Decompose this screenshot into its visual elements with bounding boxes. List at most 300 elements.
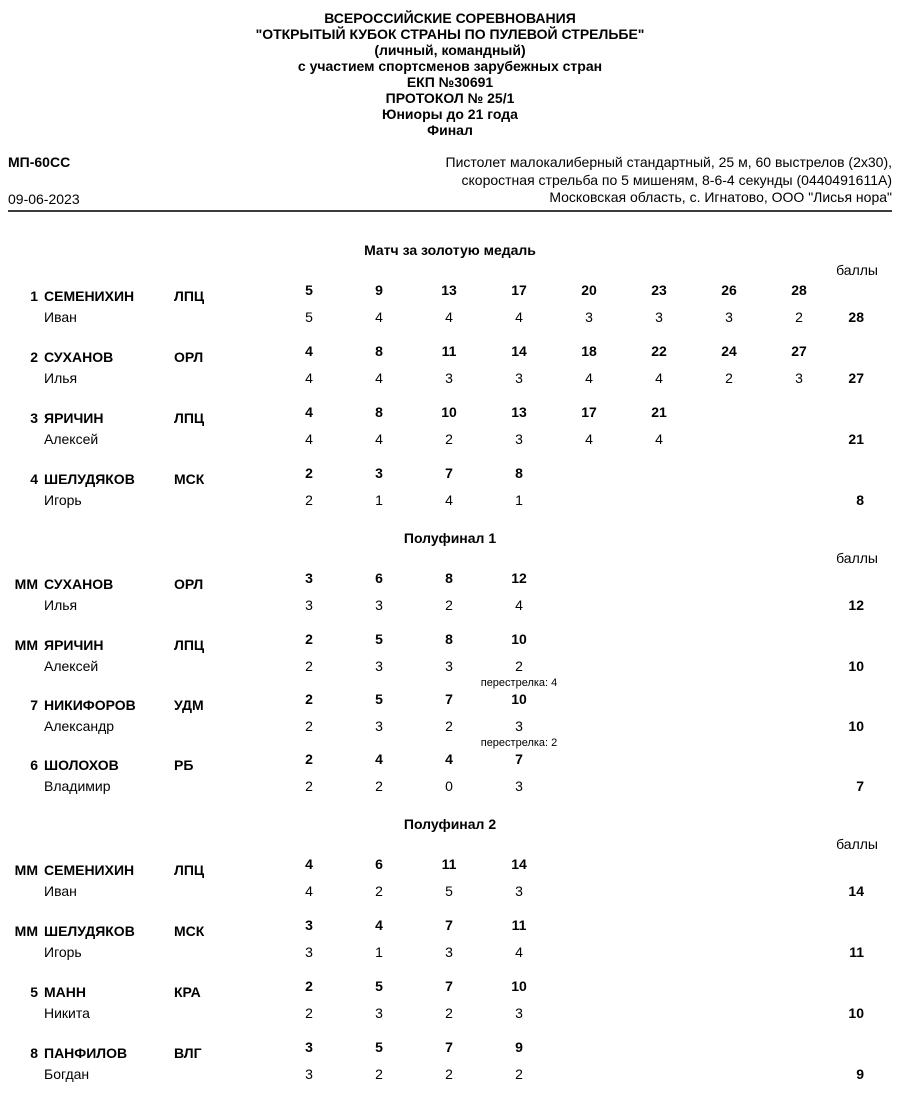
series-score-cell (554, 595, 624, 616)
surname-cell: ПАНФИЛОВ (44, 1044, 128, 1061)
cumulative-score-cell (764, 629, 834, 650)
total-score-cell: 10 (848, 717, 864, 734)
series-score-cell (624, 1003, 694, 1024)
series-score-cell: 1 (515, 491, 523, 508)
club-cell: ЛПЦ (174, 636, 205, 653)
score-column-label: баллы (836, 835, 878, 852)
cumulative-score-cell: 22 (651, 342, 667, 359)
series-score-cell: 3 (375, 596, 383, 613)
header-line: ЕКП №30691 (406, 74, 494, 90)
series-score-cell (694, 1064, 764, 1085)
cumulative-score-cell: 9 (375, 281, 383, 298)
series-score-cell: 3 (585, 308, 593, 325)
spacer-cell (8, 595, 44, 616)
total-score-cell: 28 (848, 308, 864, 325)
series-score-cell (554, 1064, 624, 1085)
cumulative-score-cell (694, 915, 764, 936)
rank-cell: 4 (30, 470, 38, 487)
series-score-cell: 2 (445, 1004, 453, 1021)
club-cell: ОРЛ (174, 348, 204, 365)
cumulative-score-cell (764, 463, 834, 484)
cumulative-score-cell (694, 629, 764, 650)
first-name-cell: Алексей (44, 430, 99, 447)
athlete-row (8, 281, 892, 328)
cumulative-score-cell: 2 (305, 464, 313, 481)
series-score-cell: 3 (375, 1004, 383, 1021)
spacer-cell (8, 1003, 44, 1024)
cumulative-score-cell: 3 (305, 1038, 313, 1055)
athlete-row (8, 464, 892, 511)
cumulative-score-cell: 7 (445, 916, 453, 933)
cumulative-score-cell (554, 568, 624, 589)
series-score-cell: 2 (445, 717, 453, 734)
series-score-cell (764, 716, 834, 737)
club-cell: ЛПЦ (174, 861, 205, 878)
rank-cell: ММ (14, 922, 38, 939)
section-title: Полуфинал 1 (403, 529, 497, 546)
cumulative-score-cell: 8 (375, 342, 383, 359)
section-rows (8, 281, 892, 511)
series-score-cell: 3 (305, 1065, 313, 1082)
cumulative-score-cell: 24 (721, 342, 737, 359)
first-name-cell: Иван (44, 308, 77, 325)
series-score-cell: 2 (515, 1065, 523, 1082)
rank-cell: 8 (30, 1044, 38, 1061)
cumulative-score-cell: 7 (515, 750, 523, 767)
total-score-cell: 27 (848, 369, 864, 386)
cumulative-score-cell: 6 (375, 569, 383, 586)
series-score-cell: 2 (305, 657, 313, 674)
surname-cell: СЕМЕНИХИН (44, 861, 135, 878)
cumulative-score-cell: 2 (305, 977, 313, 994)
rank-cell: 2 (30, 348, 38, 365)
first-name-cell: Алексей (44, 657, 99, 674)
total-score-cell: 10 (848, 657, 864, 674)
cumulative-score-cell: 10 (511, 630, 527, 647)
cumulative-score-cell: 8 (445, 630, 453, 647)
series-score-cell (554, 776, 624, 797)
total-score-cell: 21 (848, 430, 864, 447)
spacer-cell (174, 595, 274, 616)
cumulative-score-cell (624, 854, 694, 875)
series-score-cell (624, 656, 694, 677)
discipline-description (446, 154, 892, 207)
rank-cell: ММ (14, 575, 38, 592)
spacer-cell (174, 429, 274, 450)
cumulative-score-cell: 3 (375, 464, 383, 481)
meta-left (8, 154, 80, 207)
cumulative-score-cell: 13 (511, 403, 527, 420)
spacer-cell (8, 490, 44, 511)
cumulative-score-cell: 11 (441, 855, 457, 872)
series-score-cell: 2 (305, 1004, 313, 1021)
series-score-cell: 1 (375, 943, 383, 960)
cumulative-score-cell: 4 (445, 750, 453, 767)
series-score-cell: 3 (795, 369, 803, 386)
first-name-cell: Богдан (44, 1065, 90, 1082)
spacer-cell (834, 469, 892, 490)
cumulative-score-cell: 18 (581, 342, 597, 359)
cumulative-score-cell: 3 (305, 569, 313, 586)
cumulative-score-cell (554, 629, 624, 650)
series-score-cell: 0 (445, 777, 453, 794)
series-score-cell (764, 1003, 834, 1024)
cumulative-score-cell (694, 854, 764, 875)
series-score-cell: 3 (515, 1004, 523, 1021)
cumulative-score-cell: 2 (305, 630, 313, 647)
spacer-cell (8, 881, 44, 902)
spacer-cell (174, 307, 274, 328)
cumulative-score-cell: 10 (441, 403, 457, 420)
spacer-cell (174, 716, 274, 737)
cumulative-score-cell: 2 (305, 690, 313, 707)
series-score-cell: 2 (445, 1065, 453, 1082)
score-column-label: баллы (836, 261, 878, 278)
series-score-cell (694, 595, 764, 616)
cumulative-score-cell: 6 (375, 855, 383, 872)
spacer-cell (8, 1064, 44, 1085)
total-score-cell: 10 (848, 1004, 864, 1021)
cumulative-score-cell (624, 915, 694, 936)
cumulative-score-cell: 4 (305, 855, 313, 872)
series-score-cell (694, 429, 764, 450)
series-score-cell (554, 490, 624, 511)
surname-cell: МАНН (44, 983, 86, 1000)
cumulative-score-cell: 5 (375, 630, 383, 647)
cumulative-score-cell (764, 689, 834, 710)
cumulative-score-cell: 5 (375, 690, 383, 707)
spacer-cell (834, 982, 892, 1003)
series-score-cell (694, 776, 764, 797)
event-code: МП-60СС (8, 154, 71, 170)
club-cell: МСК (174, 922, 205, 939)
series-score-cell: 3 (445, 943, 453, 960)
spacer-cell (834, 1043, 892, 1064)
cumulative-score-cell (694, 976, 764, 997)
cumulative-score-cell (554, 689, 624, 710)
cumulative-score-cell: 28 (791, 281, 807, 298)
club-cell: ВЛГ (174, 1044, 202, 1061)
section (8, 816, 892, 1085)
club-cell: МСК (174, 470, 205, 487)
spacer-cell (834, 286, 892, 307)
series-score-cell (764, 490, 834, 511)
series-score-cell: 2 (305, 777, 313, 794)
series-score-cell (694, 942, 764, 963)
total-score-cell: 7 (856, 777, 864, 794)
cumulative-score-cell: 7 (445, 977, 453, 994)
series-score-cell: 3 (375, 657, 383, 674)
series-score-cell (554, 716, 624, 737)
rank-cell: ММ (14, 861, 38, 878)
spacer-cell (8, 716, 44, 737)
surname-cell: ШОЛОХОВ (44, 756, 119, 773)
cumulative-score-cell: 10 (511, 690, 527, 707)
series-score-cell: 2 (445, 596, 453, 613)
athlete-row (8, 690, 892, 753)
athlete-row (8, 569, 892, 616)
discipline-line: Пистолет малокалиберный стандартный, 25 м, 60 выстрелов (2x30), (445, 154, 892, 170)
section (8, 530, 892, 797)
series-score-cell: 3 (445, 657, 453, 674)
cumulative-score-cell (554, 749, 624, 770)
series-score-cell: 4 (585, 430, 593, 447)
series-score-cell: 3 (515, 369, 523, 386)
cumulative-score-cell: 3 (305, 916, 313, 933)
athlete-row (8, 342, 892, 389)
cumulative-score-cell (764, 749, 834, 770)
series-score-cell: 3 (515, 717, 523, 734)
rank-cell: 1 (30, 287, 38, 304)
series-score-cell (764, 942, 834, 963)
cumulative-score-cell (764, 402, 834, 423)
athlete-row (8, 916, 892, 963)
cumulative-score-cell (764, 568, 834, 589)
series-score-cell: 3 (305, 943, 313, 960)
cumulative-score-cell: 14 (511, 342, 527, 359)
spacer-cell (8, 656, 44, 677)
venue-line: Московская область, с. Игнатово, ООО "Лисья нора" (549, 189, 892, 205)
series-score-cell (694, 1003, 764, 1024)
spacer-cell (8, 776, 44, 797)
series-score-cell (624, 490, 694, 511)
series-score-cell (624, 881, 694, 902)
spacer-cell (8, 368, 44, 389)
results-sections (8, 242, 892, 1085)
surname-cell: ШЕЛУДЯКОВ (44, 922, 135, 939)
cumulative-score-cell (554, 854, 624, 875)
series-score-cell (624, 716, 694, 737)
first-name-cell: Илья (44, 596, 78, 613)
cumulative-score-cell: 17 (581, 403, 597, 420)
athlete-row (8, 750, 892, 797)
series-score-cell: 1 (375, 491, 383, 508)
cumulative-score-cell (694, 1037, 764, 1058)
spacer-cell (8, 942, 44, 963)
series-score-cell: 4 (655, 369, 663, 386)
cumulative-score-cell (764, 976, 834, 997)
series-score-cell (554, 1003, 624, 1024)
spacer-cell (174, 776, 274, 797)
series-score-cell (764, 881, 834, 902)
series-score-cell: 4 (445, 491, 453, 508)
series-score-cell: 5 (445, 882, 453, 899)
cumulative-score-cell (554, 1037, 624, 1058)
cumulative-score-cell (764, 1037, 834, 1058)
cumulative-score-cell: 26 (721, 281, 737, 298)
cumulative-score-cell: 7 (445, 464, 453, 481)
shootoff-note: перестрелка: 4 (480, 676, 558, 689)
series-score-cell (764, 595, 834, 616)
cumulative-score-cell: 7 (445, 1038, 453, 1055)
series-score-cell: 2 (375, 882, 383, 899)
cumulative-score-cell: 11 (511, 916, 527, 933)
header-line: ПРОТОКОЛ № 25/1 (385, 90, 515, 106)
surname-cell: ШЕЛУДЯКОВ (44, 470, 135, 487)
athlete-row (8, 630, 892, 693)
rank-cell: 5 (30, 983, 38, 1000)
series-score-cell: 3 (305, 596, 313, 613)
header-line: "ОТКРЫТЫЙ КУБОК СТРАНЫ ПО ПУЛЕВОЙ СТРЕЛЬБЕ" (255, 26, 645, 42)
series-score-cell: 2 (725, 369, 733, 386)
first-name-cell: Никита (44, 1004, 90, 1021)
cumulative-score-cell: 7 (445, 690, 453, 707)
event-date: 09-06-2023 (8, 190, 80, 207)
series-score-cell (624, 595, 694, 616)
document-header (8, 10, 892, 138)
cumulative-score-cell (624, 1037, 694, 1058)
discipline-line: скоростная стрельба по 5 мишеням, 8-6-4 секунды (0440491611А) (461, 171, 892, 188)
spacer-cell (174, 490, 274, 511)
series-score-cell (554, 881, 624, 902)
rank-cell: 6 (30, 756, 38, 773)
cumulative-score-cell (624, 568, 694, 589)
cumulative-score-cell (764, 854, 834, 875)
rank-cell: 3 (30, 409, 38, 426)
series-score-cell: 3 (725, 308, 733, 325)
spacer-cell (834, 408, 892, 429)
series-score-cell: 4 (515, 308, 523, 325)
meta-block (8, 154, 892, 207)
series-score-cell: 2 (795, 308, 803, 325)
club-cell: ОРЛ (174, 575, 204, 592)
series-score-cell (764, 1064, 834, 1085)
cumulative-score-cell: 21 (651, 403, 667, 420)
cumulative-score-cell: 4 (375, 916, 383, 933)
cumulative-score-cell: 2 (305, 750, 313, 767)
spacer-cell (8, 307, 44, 328)
cumulative-score-cell: 4 (375, 750, 383, 767)
series-score-cell: 2 (445, 430, 453, 447)
header-line: Финал (427, 122, 473, 138)
header-line: ВСЕРОССИЙСКИЕ СОРЕВНОВАНИЯ (324, 10, 576, 26)
club-cell: КРА (174, 983, 201, 1000)
series-score-cell: 4 (445, 308, 453, 325)
header-line: Юниоры до 21 года (382, 106, 518, 122)
cumulative-score-cell (624, 463, 694, 484)
series-score-cell (554, 942, 624, 963)
first-name-cell: Александр (44, 717, 115, 734)
cumulative-score-cell (554, 463, 624, 484)
club-cell: РБ (174, 756, 194, 773)
athlete-row (8, 1038, 892, 1085)
cumulative-score-cell: 14 (511, 855, 527, 872)
cumulative-score-cell: 4 (305, 342, 313, 359)
spacer-cell (834, 860, 892, 881)
cumulative-score-cell: 5 (375, 977, 383, 994)
series-score-cell: 2 (305, 491, 313, 508)
series-score-cell: 3 (655, 308, 663, 325)
series-score-cell: 4 (375, 430, 383, 447)
cumulative-score-cell (694, 749, 764, 770)
spacer-cell (174, 942, 274, 963)
first-name-cell: Илья (44, 369, 78, 386)
total-score-cell: 14 (848, 882, 864, 899)
athlete-row (8, 977, 892, 1024)
first-name-cell: Иван (44, 882, 77, 899)
series-score-cell: 2 (375, 777, 383, 794)
total-score-cell: 8 (856, 491, 864, 508)
cumulative-score-cell: 10 (511, 977, 527, 994)
cumulative-score-cell: 17 (511, 281, 527, 298)
series-score-cell: 3 (515, 430, 523, 447)
total-score-cell: 12 (848, 596, 864, 613)
cumulative-score-cell (624, 629, 694, 650)
cumulative-score-cell: 12 (511, 569, 527, 586)
cumulative-score-cell: 5 (305, 281, 313, 298)
total-score-cell: 11 (849, 943, 864, 960)
series-score-cell (694, 881, 764, 902)
surname-cell: СЕМЕНИХИН (44, 287, 135, 304)
surname-cell: НИКИФОРОВ (44, 696, 136, 713)
cumulative-score-cell (554, 915, 624, 936)
spacer-cell (834, 755, 892, 776)
score-column-label: баллы (836, 549, 878, 566)
series-score-cell (694, 490, 764, 511)
series-score-cell (764, 776, 834, 797)
series-score-cell: 2 (305, 717, 313, 734)
surname-cell: СУХАНОВ (44, 575, 114, 592)
series-score-cell: 4 (585, 369, 593, 386)
cumulative-score-cell: 13 (441, 281, 457, 298)
series-score-cell (624, 776, 694, 797)
series-score-cell (554, 656, 624, 677)
cumulative-score-cell (694, 463, 764, 484)
first-name-cell: Игорь (44, 491, 82, 508)
series-score-cell (694, 716, 764, 737)
header-line: (личный, командный) (374, 42, 526, 58)
series-score-cell: 3 (375, 717, 383, 734)
cumulative-score-cell: 8 (515, 464, 523, 481)
cumulative-score-cell: 27 (791, 342, 807, 359)
series-score-cell: 4 (515, 943, 523, 960)
header-line: с участием спортсменов зарубежных стран (297, 58, 603, 74)
cumulative-score-cell (624, 749, 694, 770)
cumulative-score-cell (694, 402, 764, 423)
surname-cell: ЯРИЧИН (44, 409, 104, 426)
series-score-cell: 5 (305, 308, 313, 325)
series-score-cell (764, 656, 834, 677)
series-score-cell: 4 (305, 369, 313, 386)
cumulative-score-cell (764, 915, 834, 936)
surname-cell: ЯРИЧИН (44, 636, 104, 653)
spacer-cell (174, 368, 274, 389)
spacer-cell (174, 881, 274, 902)
cumulative-score-cell (694, 689, 764, 710)
rank-cell: ММ (14, 636, 38, 653)
cumulative-score-cell (624, 976, 694, 997)
athlete-row (8, 403, 892, 450)
series-score-cell: 4 (655, 430, 663, 447)
club-cell: ЛПЦ (174, 287, 205, 304)
spacer-cell (834, 574, 892, 595)
spacer-cell (8, 429, 44, 450)
athlete-row (8, 855, 892, 902)
series-score-cell (694, 656, 764, 677)
series-score-cell (764, 429, 834, 450)
series-score-cell: 4 (515, 596, 523, 613)
series-score-cell: 3 (445, 369, 453, 386)
series-score-cell (624, 942, 694, 963)
series-score-cell: 4 (305, 882, 313, 899)
cumulative-score-cell: 5 (375, 1038, 383, 1055)
cumulative-score-cell (694, 568, 764, 589)
cumulative-score-cell: 23 (651, 281, 667, 298)
cumulative-score-cell (624, 689, 694, 710)
series-score-cell: 3 (515, 882, 523, 899)
section-title: Полуфинал 2 (403, 815, 497, 832)
cumulative-score-cell: 9 (515, 1038, 523, 1055)
